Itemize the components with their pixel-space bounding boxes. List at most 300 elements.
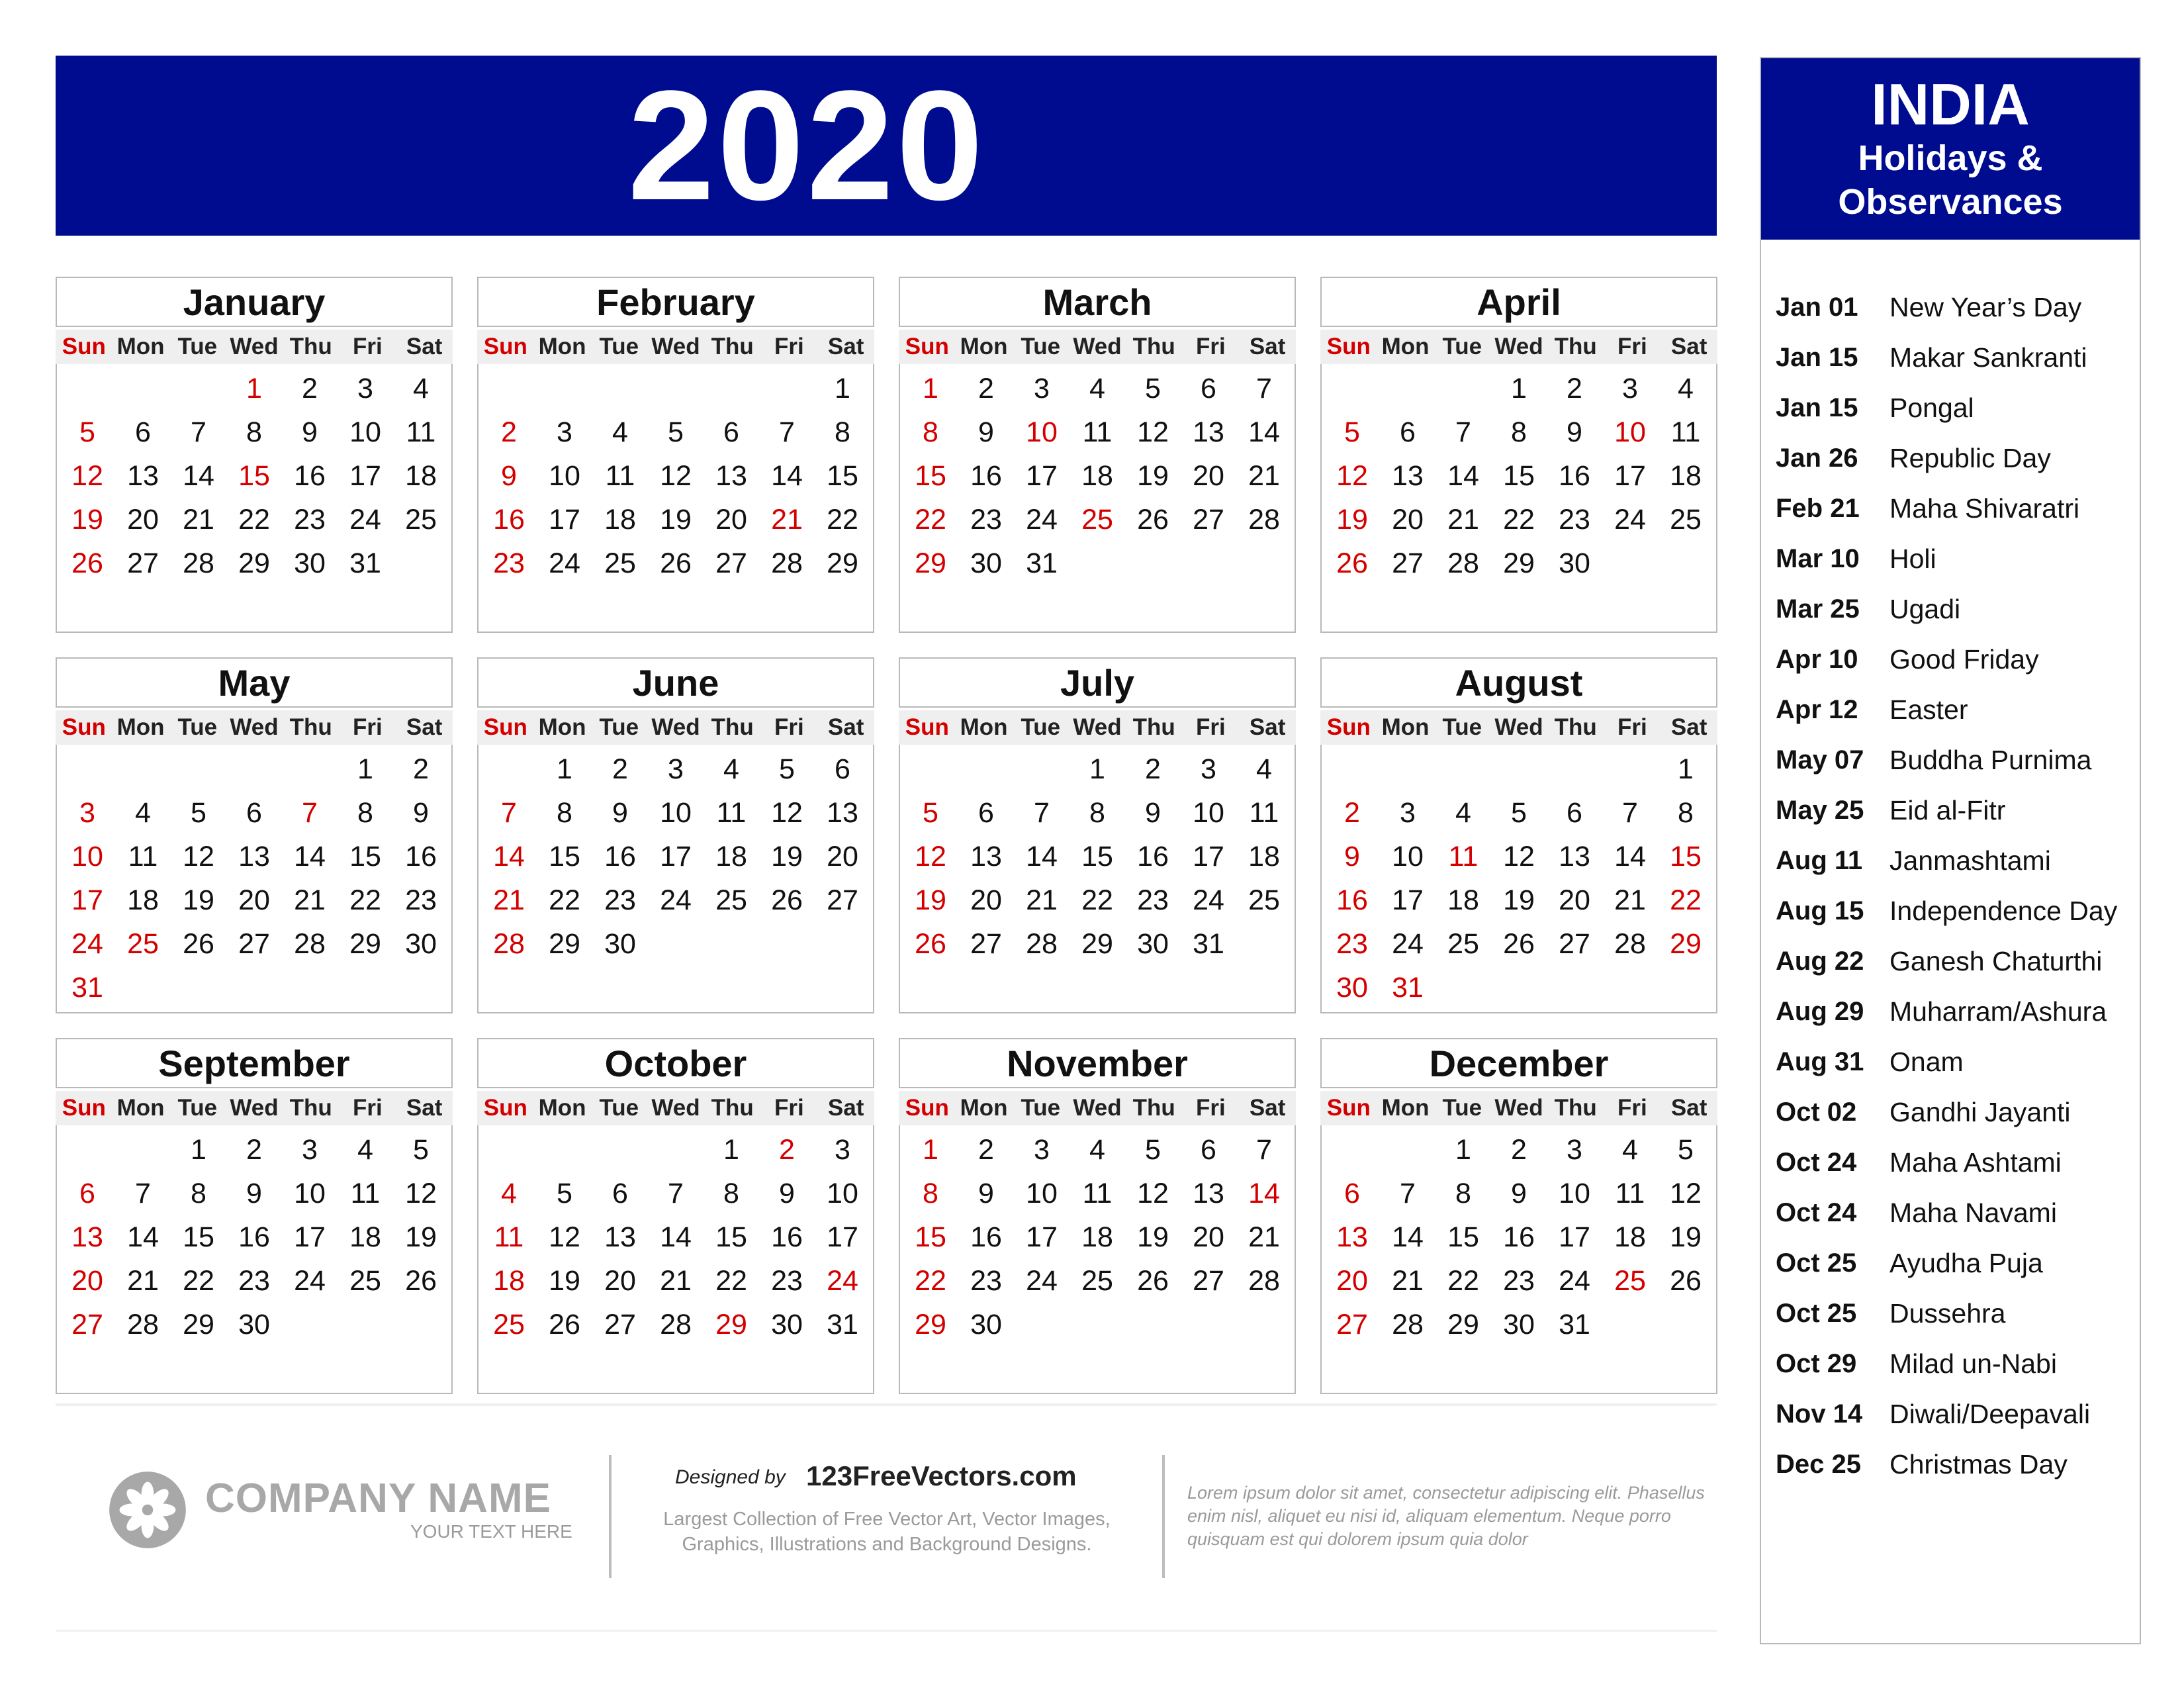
day-cell: 23: [771, 1265, 803, 1297]
weekday-label: Wed: [1073, 1095, 1122, 1121]
day-cell: 21: [1447, 504, 1479, 536]
day-cell: 22: [238, 504, 270, 536]
weekday-label: Sun: [1326, 334, 1371, 359]
day-cell: 5: [191, 797, 206, 829]
day-cell: 15: [715, 1221, 747, 1253]
holiday-date: Mar 10: [1776, 543, 1860, 573]
day-cell: 28: [493, 928, 525, 960]
day-cell: 27: [71, 1309, 103, 1340]
day-cell: 4: [1256, 753, 1272, 785]
day-cell: 24: [1193, 884, 1224, 916]
day-cell: 10: [71, 841, 103, 872]
day-cell: 31: [349, 547, 381, 579]
month-days: [899, 1125, 1296, 1394]
empty-day-cell: [1491, 747, 1547, 791]
day-cell: 19: [771, 841, 803, 872]
holiday-date: Jan 26: [1776, 443, 1858, 473]
designed-by-site: 123FreeVectors.com: [806, 1460, 1077, 1491]
day-cell: 3: [835, 1134, 850, 1166]
day-cell: 7: [1256, 1134, 1272, 1166]
empty-day-cell: [481, 1128, 537, 1172]
weekday-label: Tue: [1442, 714, 1482, 740]
empty-day-cell: [115, 367, 171, 410]
holiday-name: Diwali/Deepavali: [1889, 1398, 2091, 1429]
day-cell: 4: [357, 1134, 373, 1166]
month-august: [1320, 657, 1717, 1015]
day-cell: 6: [835, 753, 850, 785]
day-cell: 21: [183, 504, 214, 536]
day-cell: 5: [668, 416, 684, 448]
weekday-header-row: [56, 1091, 453, 1125]
empty-day-cell: [1324, 1128, 1380, 1172]
day-cell: 29: [1503, 547, 1535, 579]
day-cell: 28: [1392, 1309, 1424, 1340]
day-cell: 3: [1034, 373, 1050, 404]
day-cell: 4: [501, 1178, 517, 1209]
day-cell: 26: [549, 1309, 580, 1340]
holiday-row: [1776, 936, 2117, 986]
day-cell: 28: [1026, 928, 1058, 960]
day-cell: 15: [1670, 841, 1702, 872]
weekday-label: Sun: [1326, 714, 1371, 740]
day-cell: 23: [493, 547, 525, 579]
day-cell: 12: [1336, 460, 1368, 492]
day-cell: 13: [127, 460, 159, 492]
day-cell: 17: [1026, 1221, 1058, 1253]
day-cell: 19: [71, 504, 103, 536]
weekday-label: Tue: [177, 714, 218, 740]
day-cell: 19: [660, 504, 692, 536]
day-cell: 22: [549, 884, 580, 916]
day-cell: 9: [978, 416, 994, 448]
day-cell: 2: [1511, 1134, 1527, 1166]
year-title: 2020: [627, 58, 986, 233]
day-cell: 10: [549, 460, 580, 492]
day-cell: 24: [549, 547, 580, 579]
day-cell: 10: [1392, 841, 1424, 872]
day-cell: 30: [238, 1309, 270, 1340]
empty-day-cell: [1435, 747, 1491, 791]
day-cell: 25: [604, 547, 636, 579]
footer-divider-bottom: [56, 1630, 1717, 1632]
day-cell: 30: [294, 547, 326, 579]
day-cell: 27: [1392, 547, 1424, 579]
day-cell: 3: [1201, 753, 1216, 785]
month-july: [899, 657, 1296, 1015]
day-cell: 27: [127, 547, 159, 579]
day-cell: 7: [668, 1178, 684, 1209]
weekday-label: Sat: [1670, 334, 1707, 359]
day-cell: 2: [413, 753, 429, 785]
weekday-label: Sun: [483, 714, 527, 740]
day-cell: 18: [127, 884, 159, 916]
weekday-header-row: [1320, 1091, 1717, 1125]
day-cell: 13: [970, 841, 1002, 872]
day-cell: 20: [127, 504, 159, 536]
day-cell: 10: [827, 1178, 858, 1209]
day-cell: 6: [1201, 1134, 1216, 1166]
day-cell: 31: [1193, 928, 1224, 960]
holiday-name: Eid al-Fitr: [1889, 794, 2006, 825]
weekday-label: Thu: [289, 714, 332, 740]
month-november: [899, 1038, 1296, 1395]
weekday-header-row: [477, 330, 874, 364]
weekday-label: Wed: [230, 1095, 279, 1121]
empty-day-cell: [648, 1128, 704, 1172]
day-cell: 22: [1670, 884, 1702, 916]
day-cell: 21: [1026, 884, 1058, 916]
holiday-row: [1776, 1338, 2117, 1389]
day-cell: 6: [612, 1178, 628, 1209]
day-cell: 24: [660, 884, 692, 916]
weekday-label: Tue: [599, 714, 639, 740]
day-cell: 15: [238, 460, 270, 492]
weekday-label: Thu: [711, 714, 754, 740]
day-cell: 27: [238, 928, 270, 960]
month-days: [477, 1125, 874, 1394]
holiday-name: Pongal: [1889, 392, 1974, 423]
day-cell: 23: [604, 884, 636, 916]
month-days: [56, 1125, 453, 1394]
holiday-date: May 07: [1776, 745, 1864, 774]
day-cell: 24: [1559, 1265, 1590, 1297]
weekday-label: Sat: [406, 714, 443, 740]
month-days: [1320, 1125, 1717, 1394]
day-cell: 8: [1455, 1178, 1471, 1209]
holiday-date: Nov 14: [1776, 1399, 1863, 1429]
holiday-row: [1776, 332, 2117, 383]
holiday-date: Aug 11: [1776, 845, 1863, 875]
day-cell: 9: [978, 1178, 994, 1209]
weekday-header-row: [1320, 330, 1717, 364]
holiday-date: Aug 31: [1776, 1047, 1864, 1076]
day-cell: 19: [915, 884, 946, 916]
day-cell: 23: [1559, 504, 1590, 536]
month-days: [1320, 745, 1717, 1013]
day-cell: 30: [771, 1309, 803, 1340]
holiday-row: [1776, 433, 2117, 483]
weekday-label: Mon: [538, 714, 586, 740]
day-cell: 30: [1336, 972, 1368, 1004]
day-cell: 23: [1336, 928, 1368, 960]
day-cell: 7: [191, 416, 206, 448]
day-cell: 27: [827, 884, 858, 916]
year-banner: [56, 56, 1717, 236]
day-cell: 23: [238, 1265, 270, 1297]
day-cell: 10: [1193, 797, 1224, 829]
day-cell: 13: [1193, 416, 1224, 448]
day-cell: 21: [1614, 884, 1646, 916]
day-cell: 24: [71, 928, 103, 960]
day-cell: 19: [549, 1265, 580, 1297]
footer-separator-left: [609, 1455, 612, 1578]
holiday-date: Dec 25: [1776, 1449, 1861, 1479]
weekday-label: Thu: [1132, 1095, 1175, 1121]
day-cell: 21: [127, 1265, 159, 1297]
day-cell: 1: [1511, 373, 1527, 404]
day-cell: 17: [1559, 1221, 1590, 1253]
day-cell: 25: [127, 928, 159, 960]
holiday-date: Oct 25: [1776, 1298, 1857, 1328]
day-cell: 8: [557, 797, 572, 829]
month-january: [56, 277, 453, 634]
day-cell: 7: [501, 797, 517, 829]
month-december: [1320, 1038, 1717, 1395]
day-cell: 17: [71, 884, 103, 916]
day-cell: 20: [1336, 1265, 1368, 1297]
day-cell: 14: [127, 1221, 159, 1253]
day-cell: 12: [1670, 1178, 1702, 1209]
holiday-row: [1776, 785, 2117, 835]
weekday-label: Mon: [538, 334, 586, 359]
day-cell: 2: [978, 1134, 994, 1166]
holiday-name: Holi: [1889, 543, 1936, 574]
day-cell: 9: [612, 797, 628, 829]
weekday-label: Sun: [1326, 1095, 1371, 1121]
day-cell: 15: [549, 841, 580, 872]
holiday-date: Apr 10: [1776, 644, 1858, 674]
weekday-header-row: [477, 710, 874, 745]
day-cell: 11: [1082, 1178, 1113, 1209]
day-cell: 30: [970, 1309, 1002, 1340]
day-cell: 18: [1614, 1221, 1646, 1253]
holiday-row: [1776, 735, 2117, 785]
holiday-date: Jan 15: [1776, 342, 1858, 372]
weekday-label: Thu: [1132, 714, 1175, 740]
day-cell: 21: [1392, 1265, 1424, 1297]
month-june: [477, 657, 874, 1015]
day-cell: 22: [183, 1265, 214, 1297]
weekday-label: Fri: [1617, 334, 1647, 359]
weekday-label: Thu: [711, 334, 754, 359]
day-cell: 18: [405, 460, 437, 492]
day-cell: 22: [915, 504, 946, 536]
day-cell: 23: [294, 504, 326, 536]
holiday-name: New Year’s Day: [1889, 291, 2082, 322]
weekday-label: Tue: [1442, 334, 1482, 359]
month-title: June: [477, 657, 874, 708]
day-cell: 1: [357, 753, 373, 785]
month-days: [899, 364, 1296, 633]
month-title: September: [56, 1038, 453, 1088]
day-cell: 30: [1503, 1309, 1535, 1340]
day-cell: 6: [1400, 416, 1416, 448]
empty-day-cell: [481, 367, 537, 410]
day-cell: 5: [413, 1134, 429, 1166]
weekday-label: Sat: [827, 334, 864, 359]
day-cell: 13: [1559, 841, 1590, 872]
day-cell: 4: [135, 797, 151, 829]
weekday-label: Wed: [1073, 334, 1122, 359]
weekday-header-row: [899, 330, 1296, 364]
weekday-label: Tue: [1442, 1095, 1482, 1121]
empty-day-cell: [704, 367, 759, 410]
day-cell: 28: [294, 928, 326, 960]
day-cell: 29: [183, 1309, 214, 1340]
day-cell: 2: [978, 373, 994, 404]
day-cell: 14: [1392, 1221, 1424, 1253]
day-cell: 2: [1145, 753, 1161, 785]
day-cell: 19: [1137, 1221, 1169, 1253]
day-cell: 25: [1670, 504, 1702, 536]
holiday-name: Ayudha Puja: [1889, 1247, 2043, 1278]
weekday-label: Mon: [1381, 1095, 1430, 1121]
day-cell: 7: [1034, 797, 1050, 829]
day-cell: 19: [183, 884, 214, 916]
day-cell: 7: [779, 416, 795, 448]
holidays-list: [1776, 282, 2117, 1489]
day-cell: 27: [970, 928, 1002, 960]
day-cell: 26: [771, 884, 803, 916]
month-september: [56, 1038, 453, 1395]
day-cell: 9: [1567, 416, 1582, 448]
day-cell: 18: [1248, 841, 1280, 872]
day-cell: 26: [1670, 1265, 1702, 1297]
empty-day-cell: [537, 1128, 592, 1172]
day-cell: 26: [183, 928, 214, 960]
month-days: [1320, 364, 1717, 633]
day-cell: 5: [1145, 373, 1161, 404]
month-title: August: [1320, 657, 1717, 708]
day-cell: 31: [827, 1309, 858, 1340]
weekday-label: Wed: [1494, 714, 1543, 740]
day-cell: 23: [970, 1265, 1002, 1297]
day-cell: 28: [1614, 928, 1646, 960]
weekday-label: Sat: [1249, 334, 1286, 359]
day-cell: 17: [349, 460, 381, 492]
day-cell: 17: [549, 504, 580, 536]
day-cell: 7: [302, 797, 318, 829]
day-cell: 8: [1511, 416, 1527, 448]
day-cell: 19: [1336, 504, 1368, 536]
month-title: December: [1320, 1038, 1717, 1088]
day-cell: 27: [1559, 928, 1590, 960]
day-cell: 8: [1089, 797, 1105, 829]
holiday-name: Republic Day: [1889, 442, 2051, 473]
month-title: July: [899, 657, 1296, 708]
holiday-row: [1776, 534, 2117, 584]
designed-by-description: Largest Collection of Free Vector Art, Vector Images, Graphics, Illustrations and Background Designs.: [663, 1509, 1111, 1555]
day-cell: 29: [827, 547, 858, 579]
day-cell: 12: [771, 797, 803, 829]
designed-by-label: Designed by: [675, 1466, 786, 1488]
day-cell: 11: [1082, 416, 1113, 448]
day-cell: 14: [1026, 841, 1058, 872]
holiday-row: [1776, 1188, 2117, 1238]
day-cell: 26: [1137, 504, 1169, 536]
day-cell: 20: [715, 504, 747, 536]
day-cell: 2: [1567, 373, 1582, 404]
day-cell: 5: [923, 797, 938, 829]
holiday-row: [1776, 634, 2117, 684]
holiday-date: Oct 24: [1776, 1147, 1857, 1177]
holiday-name: Maha Navami: [1889, 1197, 2057, 1228]
empty-day-cell: [60, 367, 115, 410]
month-title: February: [477, 277, 874, 327]
day-cell: 27: [1193, 1265, 1224, 1297]
holiday-name: Makar Sankranti: [1889, 342, 2087, 373]
day-cell: 16: [1137, 841, 1169, 872]
day-cell: 26: [915, 928, 946, 960]
day-cell: 25: [1081, 1265, 1113, 1297]
day-cell: 17: [1392, 884, 1424, 916]
day-cell: 8: [246, 416, 262, 448]
day-cell: 17: [1193, 841, 1224, 872]
day-cell: 28: [660, 1309, 692, 1340]
day-cell: 19: [405, 1221, 437, 1253]
day-cell: 8: [1678, 797, 1694, 829]
day-cell: 4: [723, 753, 739, 785]
day-cell: 13: [238, 841, 270, 872]
day-cell: 29: [915, 1309, 946, 1340]
day-cell: 9: [1511, 1178, 1527, 1209]
weekday-label: Fri: [353, 714, 383, 740]
empty-day-cell: [1602, 747, 1658, 791]
day-cell: 17: [294, 1221, 326, 1253]
day-cell: 29: [1447, 1309, 1479, 1340]
empty-day-cell: [958, 747, 1014, 791]
day-cell: 20: [1193, 1221, 1224, 1253]
day-cell: 14: [493, 841, 525, 872]
day-cell: 14: [660, 1221, 692, 1253]
day-cell: 15: [1081, 841, 1113, 872]
holiday-date: Aug 15: [1776, 896, 1864, 925]
day-cell: 5: [779, 753, 795, 785]
day-cell: 14: [1614, 841, 1646, 872]
day-cell: 3: [79, 797, 95, 829]
empty-day-cell: [592, 1128, 648, 1172]
weekday-header-row: [477, 1091, 874, 1125]
day-cell: 31: [71, 972, 103, 1004]
day-cell: 10: [1559, 1178, 1590, 1209]
day-cell: 13: [71, 1221, 103, 1253]
weekday-label: Sun: [62, 334, 106, 359]
empty-day-cell: [282, 747, 338, 791]
day-cell: 27: [604, 1309, 636, 1340]
day-cell: 12: [1137, 1178, 1169, 1209]
holiday-name: Independence Day: [1889, 895, 2118, 926]
empty-day-cell: [1324, 367, 1380, 410]
weekday-label: Sat: [406, 1095, 443, 1121]
day-cell: 11: [406, 416, 436, 448]
day-cell: 13: [827, 797, 858, 829]
weekday-label: Mon: [1381, 334, 1430, 359]
day-cell: 25: [349, 1265, 381, 1297]
weekday-label: Thu: [1554, 714, 1597, 740]
day-cell: 10: [1026, 416, 1058, 448]
day-cell: 1: [1678, 753, 1694, 785]
day-cell: 25: [493, 1309, 525, 1340]
day-cell: 18: [493, 1265, 525, 1297]
day-cell: 21: [771, 504, 803, 536]
holiday-date: Oct 02: [1776, 1097, 1857, 1127]
day-cell: 15: [1447, 1221, 1479, 1253]
holiday-row: [1776, 1087, 2117, 1137]
holiday-row: [1776, 383, 2117, 433]
day-cell: 28: [1447, 547, 1479, 579]
day-cell: 28: [127, 1309, 159, 1340]
weekday-header-row: [1320, 710, 1717, 745]
day-cell: 26: [405, 1265, 437, 1297]
day-cell: 15: [915, 1221, 946, 1253]
day-cell: 10: [349, 416, 381, 448]
weekday-label: Sat: [827, 714, 864, 740]
month-title: May: [56, 657, 453, 708]
day-cell: 25: [1081, 504, 1113, 536]
empty-day-cell: [1380, 367, 1435, 410]
day-cell: 8: [357, 797, 373, 829]
day-cell: 6: [1201, 373, 1216, 404]
